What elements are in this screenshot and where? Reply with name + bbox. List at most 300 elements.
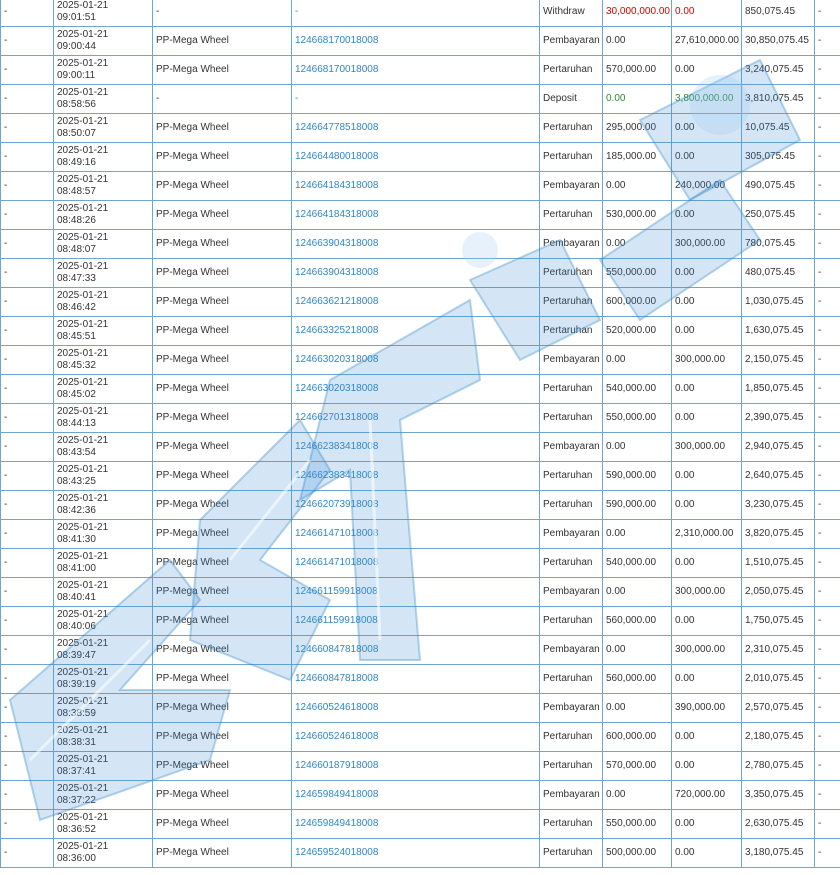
balance-amount: 780,075.45: [742, 230, 815, 259]
reference-id: [292, 607, 540, 636]
debit-amount: 560,000.00: [603, 665, 672, 694]
row-extra: -: [815, 201, 840, 230]
game-name: PP-Mega Wheel: [153, 317, 292, 346]
table-row: [1, 375, 840, 404]
reference-id: [292, 752, 540, 781]
row-flag: -: [1, 665, 54, 694]
row-flag: -: [1, 346, 54, 375]
game-name: PP-Mega Wheel: [153, 143, 292, 172]
reference-link[interactable]: 124663020318008: [295, 383, 379, 394]
table-row: [1, 0, 840, 27]
transaction-type: Pertaruhan: [540, 810, 603, 839]
reference-id: [292, 404, 540, 433]
table-row: [1, 839, 840, 868]
table-row: [1, 172, 840, 201]
credit-amount: 0.00: [672, 607, 742, 636]
credit-amount: 2,310,000.00: [672, 520, 742, 549]
game-name: PP-Mega Wheel: [153, 636, 292, 665]
debit-amount: 570,000.00: [603, 56, 672, 85]
transaction-datetime: [54, 317, 153, 346]
debit-amount: 0.00: [603, 578, 672, 607]
reference-link[interactable]: 124659849418008: [295, 818, 379, 829]
credit-amount: 300,000.00: [672, 433, 742, 462]
debit-amount: 185,000.00: [603, 143, 672, 172]
transaction-time: 08:48:07: [57, 244, 96, 255]
table-row: [1, 781, 840, 810]
table-row: [1, 549, 840, 578]
reference-id: [292, 375, 540, 404]
game-name: PP-Mega Wheel: [153, 201, 292, 230]
debit-amount: 0.00: [603, 520, 672, 549]
transaction-datetime: [54, 259, 153, 288]
transaction-datetime: [54, 781, 153, 810]
transaction-datetime: [54, 143, 153, 172]
row-flag: -: [1, 636, 54, 665]
transaction-datetime: [54, 578, 153, 607]
transaction-date: 2025-01-21: [57, 348, 109, 359]
transaction-time: 08:39:19: [57, 679, 96, 690]
transaction-type: Pertaruhan: [540, 665, 603, 694]
transaction-time: 08:47:33: [57, 273, 96, 284]
reference-id: [292, 839, 540, 868]
transaction-date: 2025-01-21: [57, 812, 109, 823]
balance-amount: 250,075.45: [742, 201, 815, 230]
transaction-datetime: [54, 723, 153, 752]
balance-amount: 305,075.45: [742, 143, 815, 172]
transaction-type: Pertaruhan: [540, 491, 603, 520]
debit-amount: 560,000.00: [603, 607, 672, 636]
transaction-datetime: [54, 375, 153, 404]
row-flag: -: [1, 462, 54, 491]
transaction-type: Pertaruhan: [540, 56, 603, 85]
reference-link[interactable]: 124664778518008: [295, 122, 379, 133]
game-name: PP-Mega Wheel: [153, 172, 292, 201]
reference-link[interactable]: 124663621218008: [295, 296, 379, 307]
reference-link[interactable]: 124660524618008: [295, 731, 379, 742]
transaction-datetime: [54, 462, 153, 491]
transaction-date: 2025-01-21: [57, 783, 109, 794]
balance-amount: 2,780,075.45: [742, 752, 815, 781]
debit-amount: 0.00: [603, 433, 672, 462]
transaction-type: Pembayaran: [540, 172, 603, 201]
row-extra: -: [815, 143, 840, 172]
reference-id: [292, 636, 540, 665]
row-flag: -: [1, 375, 54, 404]
transaction-time: 08:36:00: [57, 853, 96, 864]
game-name: PP-Mega Wheel: [153, 781, 292, 810]
table-row: [1, 56, 840, 85]
row-extra: -: [815, 781, 840, 810]
debit-amount: 0.00: [603, 781, 672, 810]
game-name: PP-Mega Wheel: [153, 27, 292, 56]
reference-link[interactable]: 124664184318008: [295, 180, 379, 191]
row-flag: -: [1, 230, 54, 259]
transaction-date: 2025-01-21: [57, 203, 109, 214]
table-row: [1, 114, 840, 143]
reference-id: -: [292, 85, 540, 114]
transaction-date: 2025-01-21: [57, 232, 109, 243]
debit-amount: 0.00: [603, 636, 672, 665]
transaction-type: Pembayaran: [540, 433, 603, 462]
credit-amount: 720,000.00: [672, 781, 742, 810]
reference-id: [292, 201, 540, 230]
debit-amount: 600,000.00: [603, 723, 672, 752]
reference-id: [292, 578, 540, 607]
transaction-date: 2025-01-21: [57, 377, 109, 388]
reference-link[interactable]: 124661471018008: [295, 528, 379, 539]
transaction-datetime: [54, 172, 153, 201]
transaction-datetime: [54, 810, 153, 839]
game-name: PP-Mega Wheel: [153, 752, 292, 781]
reference-id: [292, 114, 540, 143]
reference-link[interactable]: 124662383418008: [295, 470, 379, 481]
reference-link[interactable]: 124660524618008: [295, 702, 379, 713]
debit-amount: 600,000.00: [603, 288, 672, 317]
table-row: [1, 85, 840, 114]
reference-link[interactable]: 124664480018008: [295, 151, 379, 162]
balance-amount: 2,640,075.45: [742, 462, 815, 491]
transaction-time: 08:43:54: [57, 447, 96, 458]
transaction-datetime: [54, 230, 153, 259]
row-extra: -: [815, 752, 840, 781]
transaction-date: 2025-01-21: [57, 174, 109, 185]
balance-amount: 490,075.45: [742, 172, 815, 201]
row-flag: -: [1, 288, 54, 317]
reference-link[interactable]: 124664184318008: [295, 209, 379, 220]
game-name: -: [153, 85, 292, 114]
reference-id: [292, 520, 540, 549]
row-extra: -: [815, 404, 840, 433]
balance-amount: 3,820,075.45: [742, 520, 815, 549]
transaction-type: Pembayaran: [540, 694, 603, 723]
row-extra: -: [815, 462, 840, 491]
credit-amount: 0.00: [672, 375, 742, 404]
transaction-time: 08:49:16: [57, 157, 96, 168]
game-name: PP-Mega Wheel: [153, 578, 292, 607]
reference-id: [292, 172, 540, 201]
transaction-datetime: [54, 56, 153, 85]
balance-amount: 2,570,075.45: [742, 694, 815, 723]
transaction-type: Pembayaran: [540, 636, 603, 665]
transaction-time: 08:48:57: [57, 186, 96, 197]
row-extra: -: [815, 375, 840, 404]
balance-amount: 30,850,075.45: [742, 27, 815, 56]
row-flag: -: [1, 433, 54, 462]
reference-link[interactable]: 124663904318008: [295, 238, 379, 249]
balance-amount: 3,180,075.45: [742, 839, 815, 868]
transaction-type: Pertaruhan: [540, 462, 603, 491]
row-extra: -: [815, 665, 840, 694]
table-row: [1, 230, 840, 259]
row-extra: -: [815, 27, 840, 56]
debit-amount: 0.00: [603, 694, 672, 723]
debit-amount: 550,000.00: [603, 404, 672, 433]
debit-amount: 0.00: [603, 85, 672, 114]
credit-amount: 0.00: [672, 462, 742, 491]
balance-amount: 3,230,075.45: [742, 491, 815, 520]
transaction-time: 08:44:13: [57, 418, 96, 429]
transaction-time: 08:58:56: [57, 99, 96, 110]
reference-id: [292, 491, 540, 520]
table-row: [1, 201, 840, 230]
balance-amount: 10,075.45: [742, 114, 815, 143]
transaction-datetime: [54, 201, 153, 230]
reference-id: [292, 781, 540, 810]
row-flag: -: [1, 694, 54, 723]
transaction-type: Pertaruhan: [540, 549, 603, 578]
balance-amount: 3,810,075.45: [742, 85, 815, 114]
reference-id: [292, 810, 540, 839]
credit-amount: 0.00: [672, 491, 742, 520]
row-flag: -: [1, 85, 54, 114]
reference-link[interactable]: 124660847818008: [295, 673, 379, 684]
reference-id: [292, 462, 540, 491]
credit-amount: 300,000.00: [672, 578, 742, 607]
credit-amount: 0.00: [672, 404, 742, 433]
reference-id: [292, 723, 540, 752]
table-row: [1, 578, 840, 607]
transaction-datetime: [54, 607, 153, 636]
row-flag: -: [1, 549, 54, 578]
reference-id: [292, 665, 540, 694]
transaction-datetime: [54, 520, 153, 549]
transaction-type: Pembayaran: [540, 578, 603, 607]
debit-amount: 540,000.00: [603, 375, 672, 404]
reference-id: [292, 143, 540, 172]
row-flag: -: [1, 607, 54, 636]
table-row: [1, 259, 840, 288]
transaction-datetime: [54, 433, 153, 462]
table-row: [1, 433, 840, 462]
debit-amount: 0.00: [603, 230, 672, 259]
transaction-date: 2025-01-21: [57, 58, 109, 69]
row-extra: -: [815, 549, 840, 578]
table-row: [1, 607, 840, 636]
reference-link[interactable]: 124668170018008: [295, 35, 379, 46]
game-name: PP-Mega Wheel: [153, 723, 292, 752]
row-extra: -: [815, 607, 840, 636]
row-flag: -: [1, 723, 54, 752]
debit-amount: 0.00: [603, 27, 672, 56]
reference-id: [292, 259, 540, 288]
transaction-date: 2025-01-21: [57, 290, 109, 301]
game-name: PP-Mega Wheel: [153, 549, 292, 578]
reference-link[interactable]: 124662383418008: [295, 441, 379, 452]
row-extra: -: [815, 433, 840, 462]
reference-link[interactable]: 124660847818008: [295, 644, 379, 655]
table-row: [1, 665, 840, 694]
transaction-date: 2025-01-21: [57, 580, 109, 591]
transaction-time: 08:38:59: [57, 708, 96, 719]
transaction-datetime: [54, 549, 153, 578]
transaction-type: Pertaruhan: [540, 723, 603, 752]
debit-amount: 295,000.00: [603, 114, 672, 143]
game-name: -: [153, 0, 292, 27]
debit-amount: 590,000.00: [603, 491, 672, 520]
row-flag: -: [1, 27, 54, 56]
reference-link[interactable]: 124662073918008: [295, 499, 379, 510]
transaction-type: Pembayaran: [540, 520, 603, 549]
credit-amount: 0.00: [672, 288, 742, 317]
reference-id: [292, 549, 540, 578]
table-row: [1, 317, 840, 346]
credit-amount: 0.00: [672, 752, 742, 781]
credit-amount: 0.00: [672, 839, 742, 868]
reference-id: [292, 56, 540, 85]
transaction-date: 2025-01-21: [57, 29, 109, 40]
transaction-time: 08:37:41: [57, 766, 96, 777]
reference-link[interactable]: 124659524018008: [295, 847, 379, 858]
credit-amount: 0.00: [672, 810, 742, 839]
game-name: PP-Mega Wheel: [153, 288, 292, 317]
transaction-type: Pertaruhan: [540, 607, 603, 636]
reference-link[interactable]: 124661159918008: [295, 586, 378, 597]
table-row: [1, 520, 840, 549]
transaction-date: 2025-01-21: [57, 145, 109, 156]
row-extra: -: [815, 578, 840, 607]
debit-amount: 0.00: [603, 346, 672, 375]
transaction-time: 08:48:26: [57, 215, 96, 226]
row-flag: -: [1, 578, 54, 607]
reference-id: [292, 694, 540, 723]
table-row: [1, 462, 840, 491]
row-extra: -: [815, 810, 840, 839]
reference-id: [292, 317, 540, 346]
transaction-date: 2025-01-21: [57, 522, 109, 533]
credit-amount: 0.00: [672, 665, 742, 694]
row-flag: -: [1, 839, 54, 868]
transaction-time: 08:50:07: [57, 128, 96, 139]
row-extra: -: [815, 85, 840, 114]
table-row: [1, 288, 840, 317]
debit-amount: 590,000.00: [603, 462, 672, 491]
transaction-date: 2025-01-21: [57, 667, 109, 678]
table-row: [1, 346, 840, 375]
balance-amount: 480,075.45: [742, 259, 815, 288]
transaction-table-body: [1, 0, 840, 868]
credit-amount: 240,000.00: [672, 172, 742, 201]
transaction-type: Deposit: [540, 85, 603, 114]
balance-amount: 1,510,075.45: [742, 549, 815, 578]
balance-amount: 2,940,075.45: [742, 433, 815, 462]
row-flag: -: [1, 317, 54, 346]
debit-amount: 550,000.00: [603, 810, 672, 839]
transaction-datetime: [54, 752, 153, 781]
balance-amount: 2,150,075.45: [742, 346, 815, 375]
balance-amount: 2,050,075.45: [742, 578, 815, 607]
transaction-datetime: [54, 404, 153, 433]
table-row: [1, 636, 840, 665]
reference-link[interactable]: 124668170018008: [295, 64, 379, 75]
transaction-time: 08:45:51: [57, 331, 96, 342]
transaction-type: Pertaruhan: [540, 114, 603, 143]
game-name: PP-Mega Wheel: [153, 839, 292, 868]
table-row: [1, 143, 840, 172]
reference-link[interactable]: 124663325218008: [295, 325, 379, 336]
transaction-type: Pertaruhan: [540, 259, 603, 288]
row-flag: -: [1, 259, 54, 288]
reference-id: [292, 27, 540, 56]
row-extra: -: [815, 346, 840, 375]
balance-amount: 850,075.45: [742, 0, 815, 27]
game-name: PP-Mega Wheel: [153, 433, 292, 462]
credit-amount: 390,000.00: [672, 694, 742, 723]
transaction-type: Pertaruhan: [540, 201, 603, 230]
transaction-type: Pertaruhan: [540, 288, 603, 317]
transaction-type: Pertaruhan: [540, 404, 603, 433]
reference-link[interactable]: 124661471018008: [295, 557, 379, 568]
credit-amount: 0.00: [672, 114, 742, 143]
balance-amount: 1,850,075.45: [742, 375, 815, 404]
transaction-time: 08:46:42: [57, 302, 96, 313]
reference-link[interactable]: 124659849418008: [295, 789, 379, 800]
transaction-time: 08:41:30: [57, 534, 96, 545]
transaction-date: 2025-01-21: [57, 696, 109, 707]
debit-amount: 540,000.00: [603, 549, 672, 578]
reference-link[interactable]: 124662701318008: [295, 412, 379, 423]
row-flag: -: [1, 0, 54, 27]
transaction-type: Pembayaran: [540, 230, 603, 259]
reference-link[interactable]: 124661159918008: [295, 615, 378, 626]
transaction-date: 2025-01-21: [57, 841, 109, 852]
transaction-datetime: [54, 665, 153, 694]
row-extra: -: [815, 172, 840, 201]
row-extra: -: [815, 0, 840, 27]
transaction-date: 2025-01-21: [57, 261, 109, 272]
row-flag: -: [1, 143, 54, 172]
transaction-datetime: [54, 346, 153, 375]
balance-amount: 2,180,075.45: [742, 723, 815, 752]
row-extra: -: [815, 288, 840, 317]
row-extra: -: [815, 839, 840, 868]
transaction-datetime: [54, 27, 153, 56]
transaction-date: 2025-01-21: [57, 493, 109, 504]
game-name: PP-Mega Wheel: [153, 114, 292, 143]
balance-amount: 1,750,075.45: [742, 607, 815, 636]
row-flag: -: [1, 491, 54, 520]
game-name: PP-Mega Wheel: [153, 520, 292, 549]
reference-link[interactable]: 124660187918008: [295, 760, 379, 771]
game-name: PP-Mega Wheel: [153, 346, 292, 375]
transaction-date: 2025-01-21: [57, 464, 109, 475]
reference-id: [292, 346, 540, 375]
credit-amount: 0.00: [672, 143, 742, 172]
transaction-time: 08:37:22: [57, 795, 96, 806]
transaction-datetime: [54, 85, 153, 114]
game-name: PP-Mega Wheel: [153, 491, 292, 520]
balance-amount: 2,390,075.45: [742, 404, 815, 433]
balance-amount: 2,630,075.45: [742, 810, 815, 839]
game-name: PP-Mega Wheel: [153, 462, 292, 491]
transaction-datetime: [54, 114, 153, 143]
game-name: PP-Mega Wheel: [153, 230, 292, 259]
transaction-time: 08:42:36: [57, 505, 96, 516]
row-flag: -: [1, 172, 54, 201]
credit-amount: 0.00: [672, 723, 742, 752]
reference-link[interactable]: 124663904318008: [295, 267, 379, 278]
transaction-datetime: [54, 0, 153, 27]
row-extra: -: [815, 636, 840, 665]
transaction-date: 2025-01-21: [57, 406, 109, 417]
game-name: PP-Mega Wheel: [153, 607, 292, 636]
table-row: [1, 810, 840, 839]
credit-amount: 0.00: [672, 201, 742, 230]
table-row: [1, 752, 840, 781]
debit-amount: 550,000.00: [603, 259, 672, 288]
reference-link[interactable]: 124663020318008: [295, 354, 379, 365]
transaction-date: 2025-01-21: [57, 725, 109, 736]
credit-amount: 300,000.00: [672, 230, 742, 259]
